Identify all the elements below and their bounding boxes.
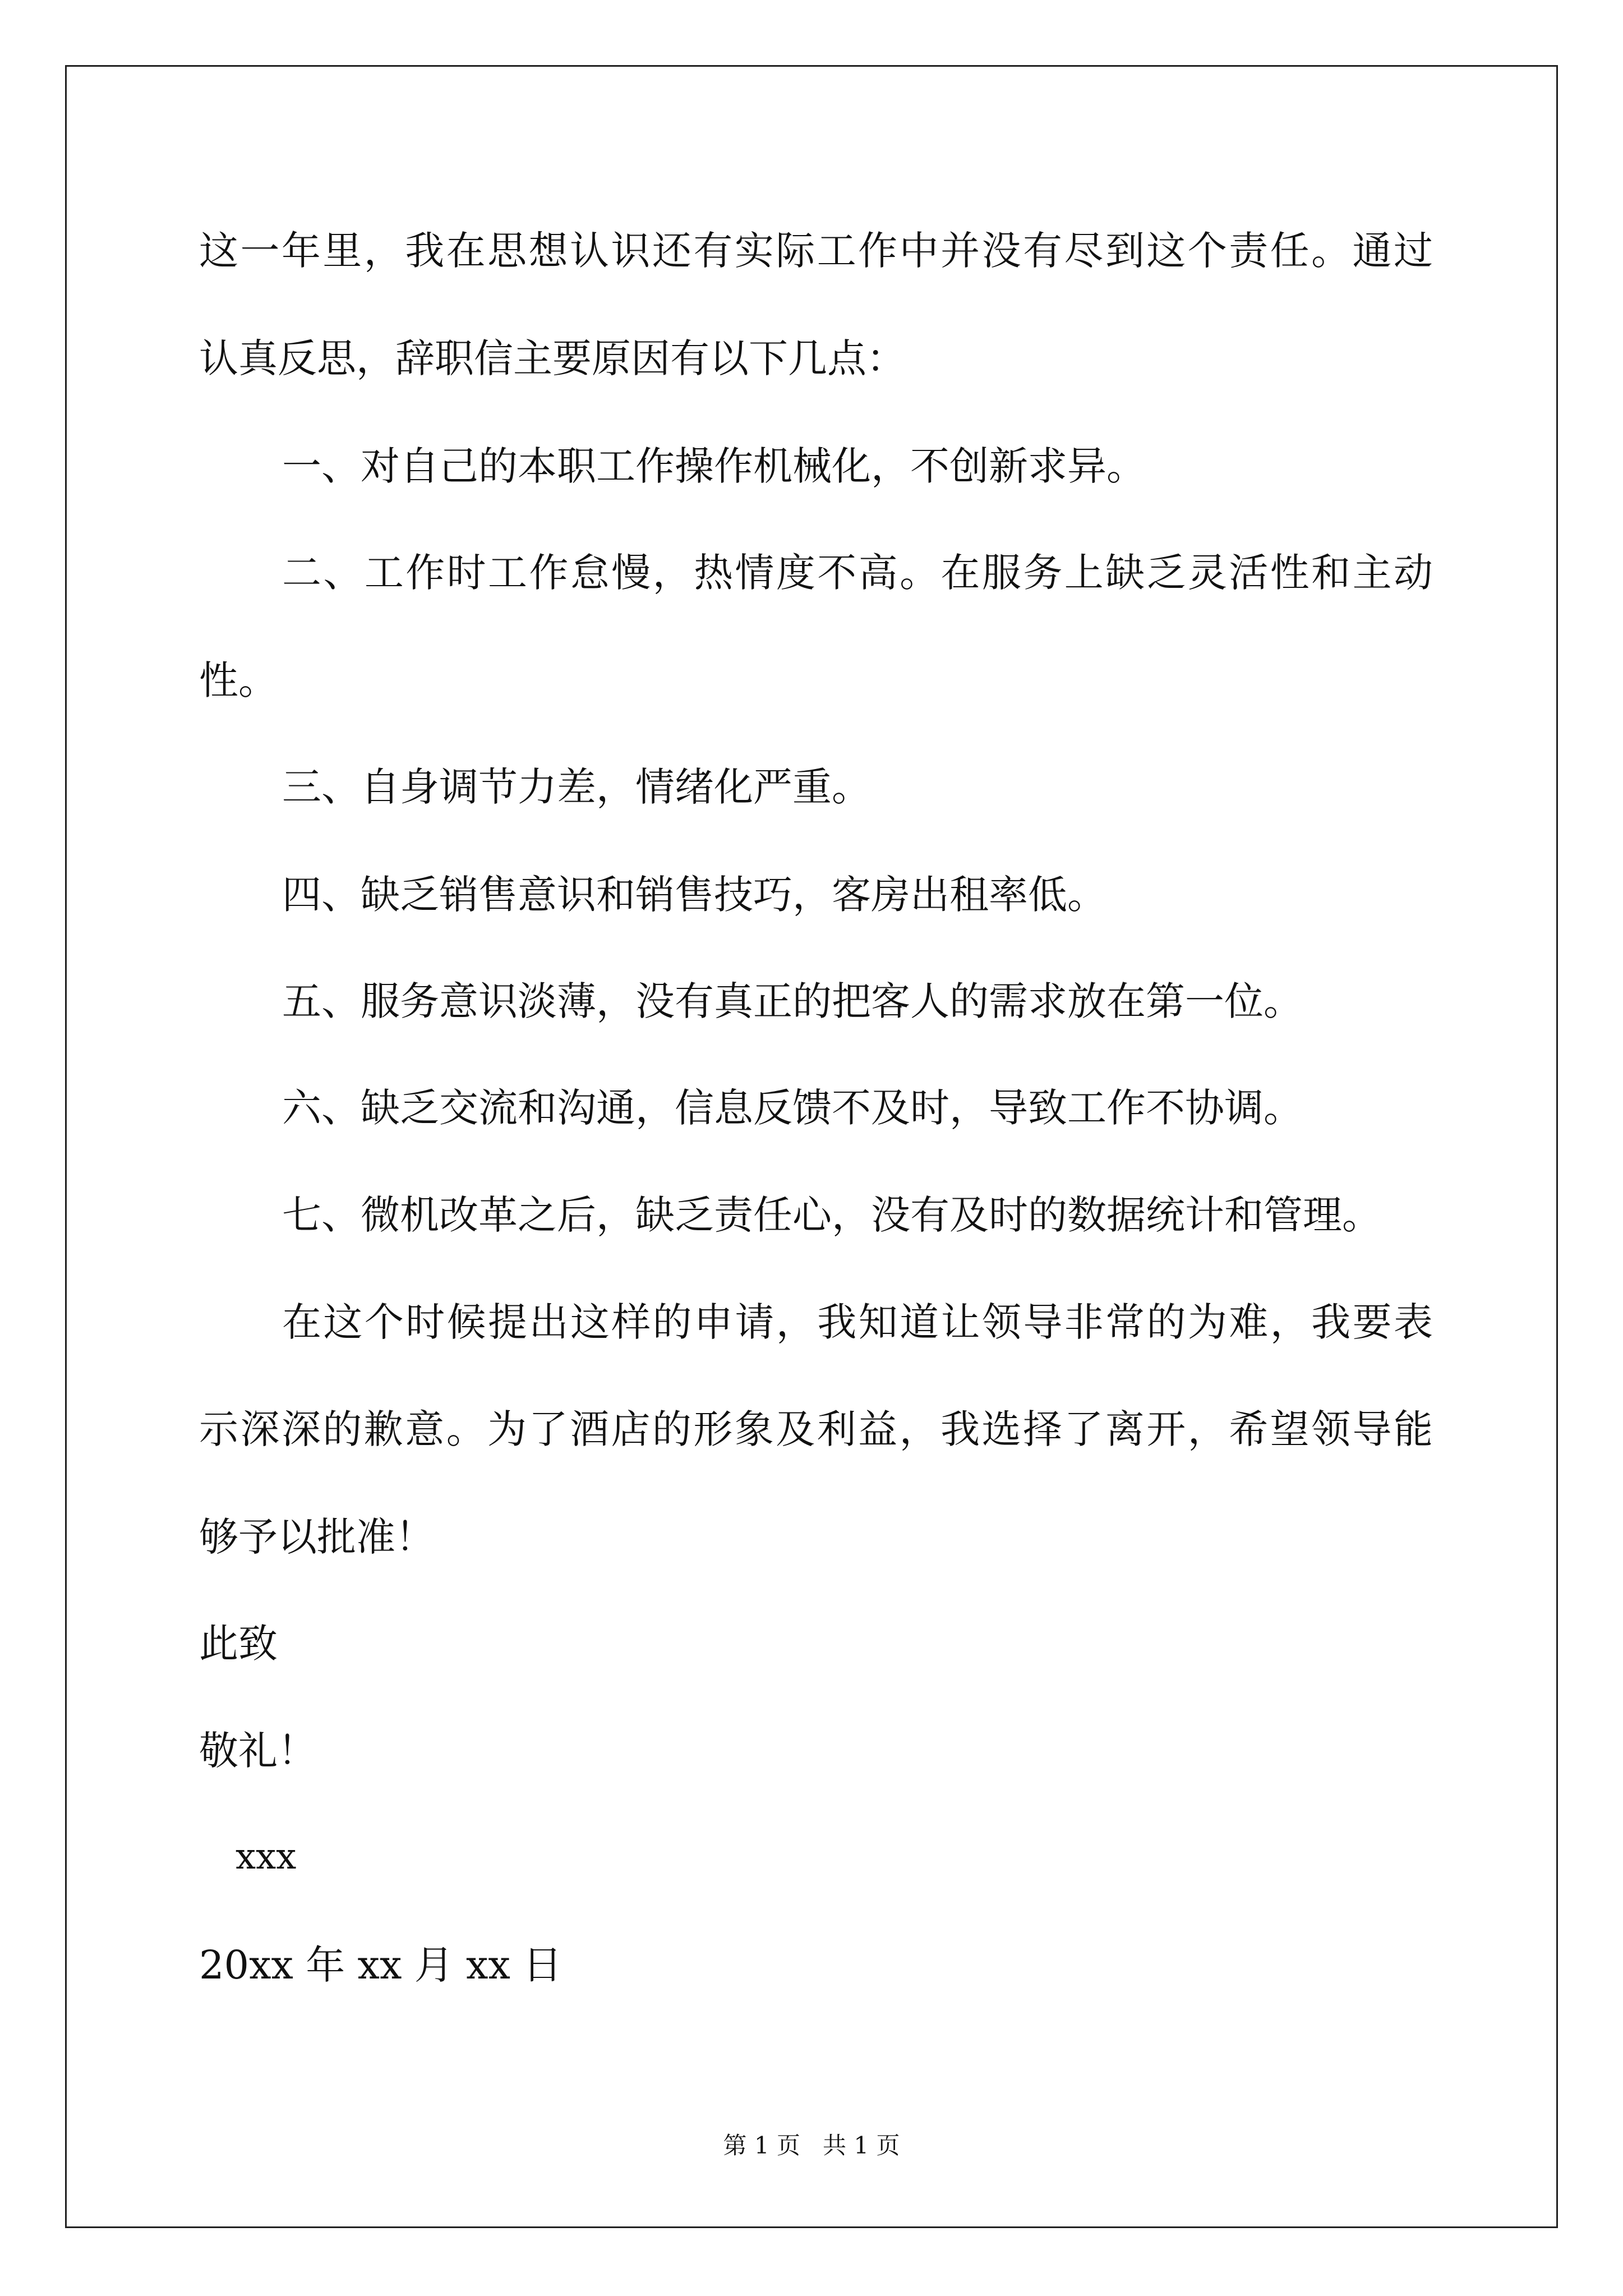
closing-paragraph-line-1: 在这个时候提出这样的申请，我知道让领导非常的为难，我要表 (282, 1299, 1433, 1345)
reason-item-5: 五、服务意识淡薄，没有真正的把客人的需求放在第一位。 (282, 978, 1303, 1024)
reason-item-3: 三、自身调节力差，情绪化严重。 (282, 764, 871, 810)
reason-item-2: 二、工作时工作怠慢，热情度不高。在服务上缺乏灵活性和主动 (282, 550, 1433, 596)
salutation: 敬礼！ (199, 1728, 317, 1774)
reason-item-1: 一、对自己的本职工作操作机械化，不创新求异。 (282, 443, 1146, 489)
body-line-2: 认真反思，辞职信主要原因有以下几点： (199, 335, 906, 381)
signature: xxx (236, 1836, 297, 1878)
closing-phrase: 此致 (199, 1621, 278, 1667)
reason-item-2-continued: 性。 (199, 657, 278, 703)
closing-paragraph-line-2: 示深深的歉意。为了酒店的形象及利益，我选择了离开，希望领导能 (199, 1406, 1433, 1452)
page-frame (65, 65, 1558, 2228)
closing-paragraph-line-3: 够予以批准！ (199, 1514, 435, 1560)
reason-item-6: 六、缺乏交流和沟通，信息反馈不及时，导致工作不协调。 (282, 1085, 1303, 1131)
reason-item-7: 七、微机改革之后，缺乏责任心，没有及时的数据统计和管理。 (282, 1192, 1381, 1238)
reason-item-4: 四、缺乏销售意识和销售技巧，客房出租率低。 (282, 872, 1106, 918)
body-line-1: 这一年里，我在思想认识还有实际工作中并没有尽到这个责任。通过 (199, 228, 1433, 274)
date: 20xx 年 xx 月 xx 日 (199, 1942, 562, 1988)
page-footer: 第 1 页 共 1 页 (723, 2132, 900, 2159)
